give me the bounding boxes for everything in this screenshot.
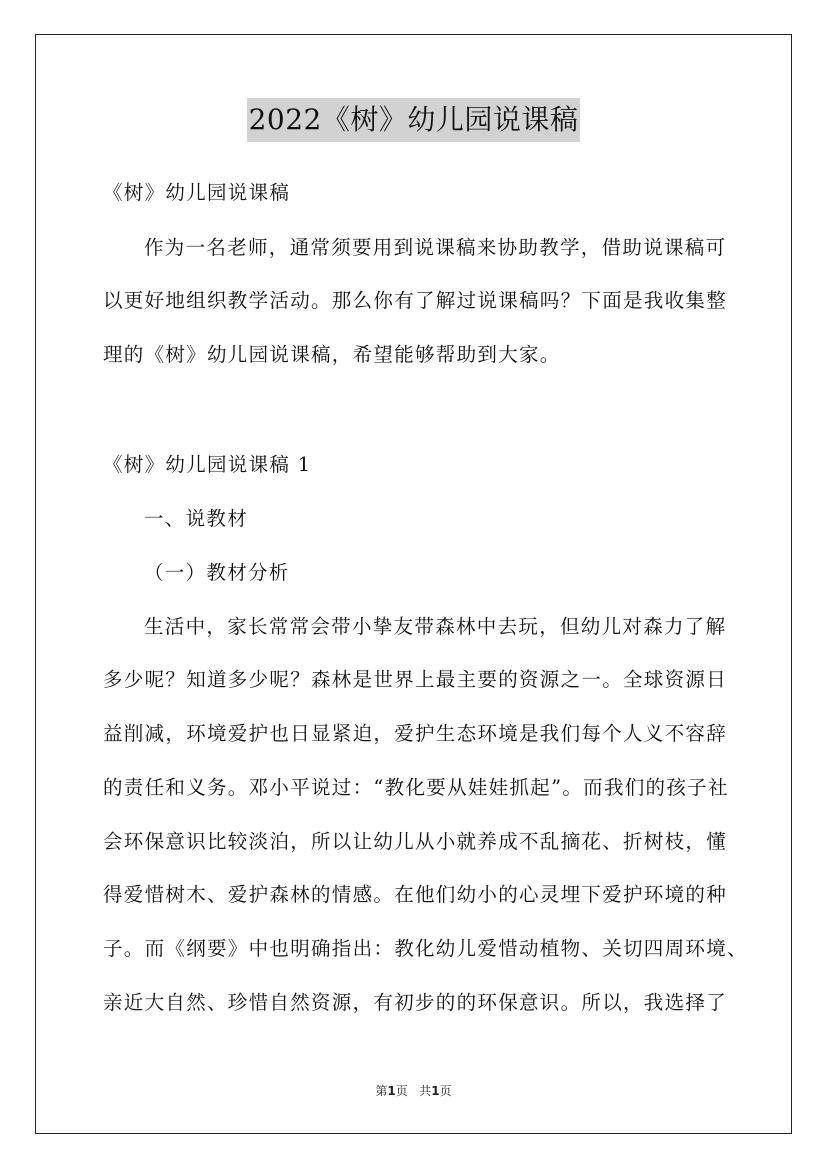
section-title: 《树》幼儿园说课稿 1 xyxy=(103,453,312,476)
page-prefix: 第 xyxy=(375,1084,388,1098)
total-number: 1 xyxy=(431,1084,440,1098)
intro-line: 理的《树》幼儿园说课稿，希望能够帮助到大家。 xyxy=(103,343,561,366)
body-line: 生活中，家长常常会带小挚友带森林中去玩，但幼儿对森力了解 xyxy=(144,615,727,638)
body-line: 子。而《纲要》中也明确指出：教化幼儿爱惜动植物、关切四周环境、 xyxy=(103,937,748,960)
page-suffix: 页 xyxy=(395,1084,408,1098)
subtitle: 《树》幼儿园说课稿 xyxy=(103,181,291,204)
intro-line: 以更好地组织教学活动。那么你有了解过说课稿吗？下面是我收集整 xyxy=(103,289,728,312)
page-footer xyxy=(0,1082,827,1099)
total-suffix: 页 xyxy=(439,1084,452,1098)
body-line: 的责任和义务。邓小平说过：“教化要从娃娃抓起”。而我们的孩子社 xyxy=(103,776,729,799)
body-line: 亲近大自然、珍惜自然资源，有初步的的环保意识。所以，我选择了 xyxy=(103,991,728,1014)
body-line: 益削减，环境爱护也日显紧迫，爱护生态环境是我们每个人义不容辞 xyxy=(103,722,728,745)
total-prefix: 共 xyxy=(419,1084,432,1098)
page-number: 1 xyxy=(387,1084,396,1098)
body-line: 得爱惜树木、爱护森林的情感。在他们幼小的心灵埋下爱护环境的种 xyxy=(103,883,728,906)
document-title: 2022《树》幼儿园说课稿 xyxy=(247,98,581,142)
heading-level-2: （一）教材分析 xyxy=(144,561,290,584)
intro-line: 作为一名老师，通常须要用到说课稿来协助教学，借助说课稿可 xyxy=(144,236,727,259)
body-line: 多少呢？知道多少呢？森林是世界上最主要的资源之一。全球资源日 xyxy=(103,668,728,691)
heading-level-1: 一、说教材 xyxy=(144,507,249,530)
title-container xyxy=(0,98,827,142)
body-line: 会环保意识比较淡泊，所以让幼儿从小就养成不乱摘花、折树枝，懂 xyxy=(103,830,728,853)
